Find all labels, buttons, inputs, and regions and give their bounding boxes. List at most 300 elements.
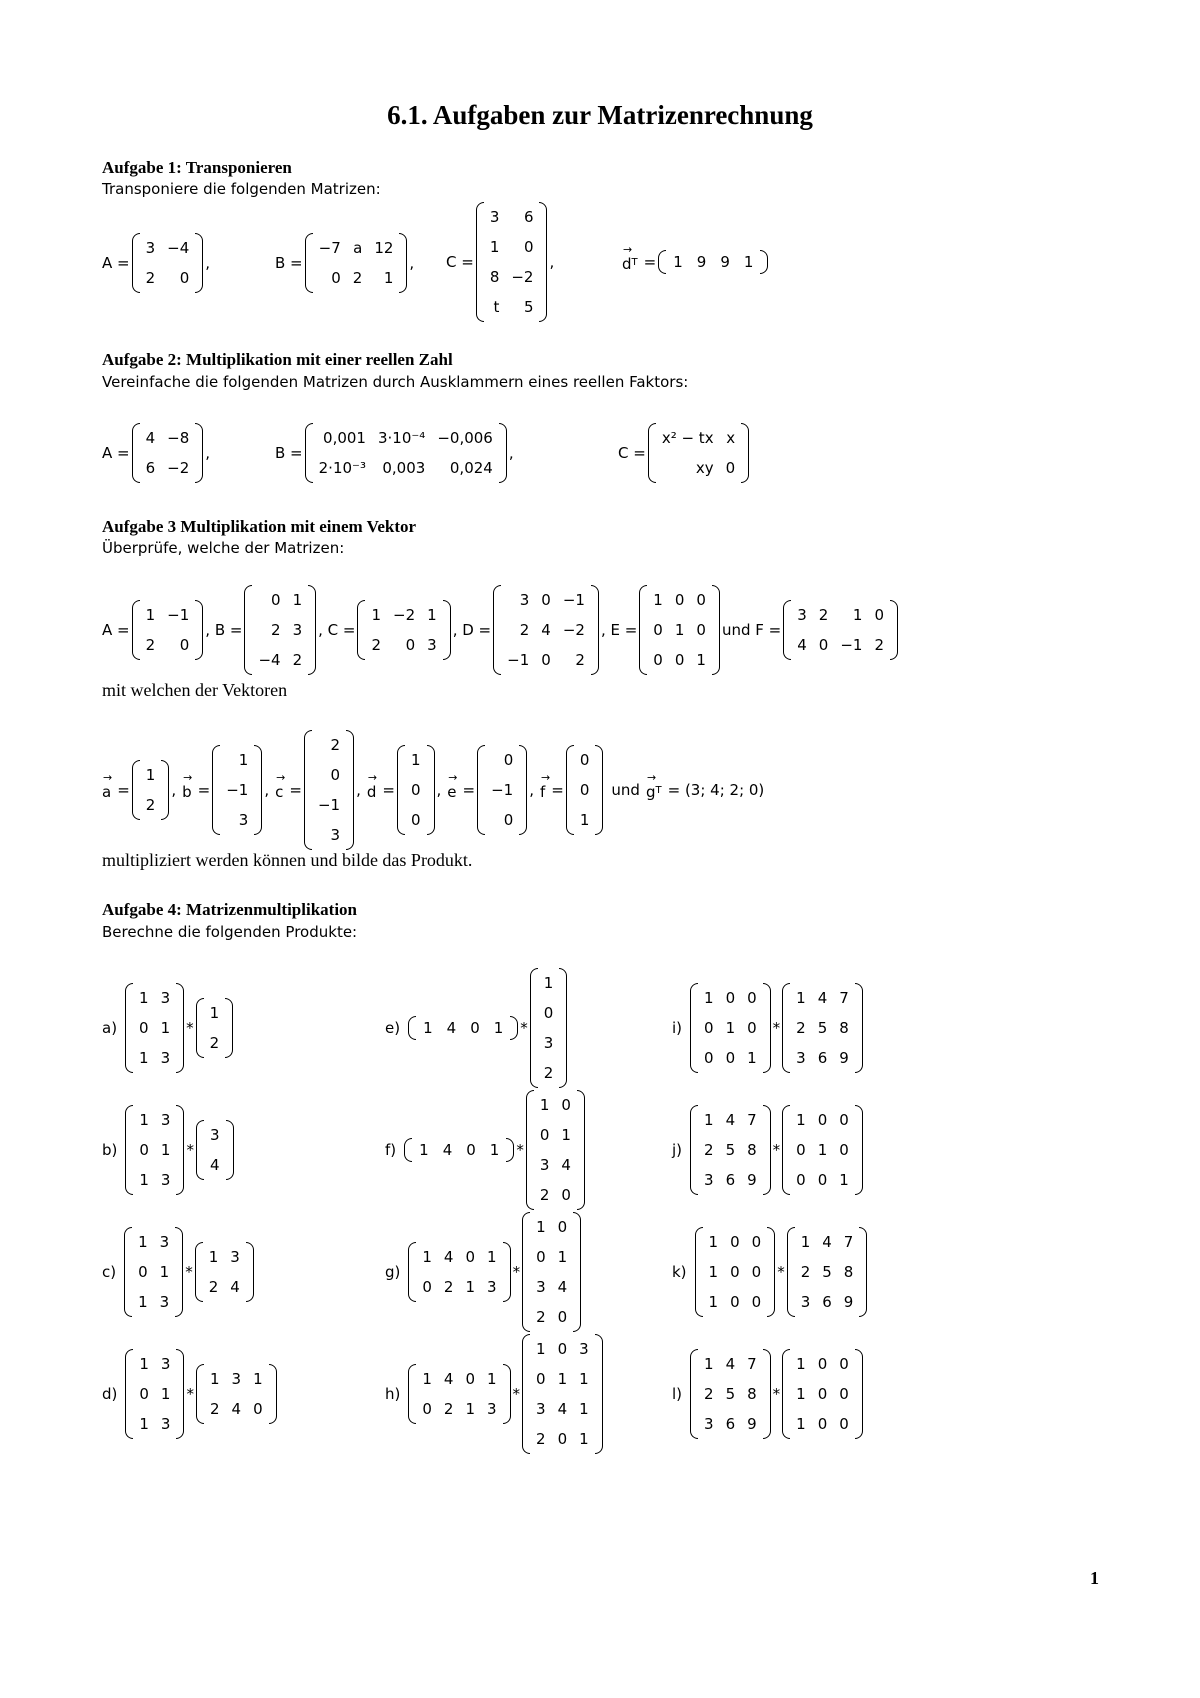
matrix-cell: 1 <box>536 1218 546 1236</box>
matrix-cell: 2 <box>352 269 363 287</box>
matrix-label: A = <box>102 621 130 639</box>
matrix-cell: 2 <box>271 621 281 639</box>
matrix-cell: 1 <box>489 238 500 256</box>
matrix-cell: 3 <box>539 1156 550 1174</box>
matrix-cell: −2 <box>511 268 534 286</box>
matrix-cell: 0 <box>465 1248 476 1266</box>
matrix-cell: 3 <box>489 208 500 226</box>
right-paren <box>741 423 749 483</box>
matrix-label: C = <box>618 444 646 462</box>
matrix-cell: 1 <box>708 1293 719 1311</box>
matrix-cell: 4 <box>443 1370 454 1388</box>
matrix-cell: 0 <box>503 811 514 829</box>
matrix-cell: 6 <box>822 1293 832 1311</box>
matrix-cell: 1 <box>487 1248 497 1266</box>
matrix-cell: 3 <box>797 606 807 624</box>
matrix-cell: 0 <box>704 1019 714 1037</box>
matrix-cell: a <box>353 239 363 257</box>
right-matrix <box>196 1364 277 1424</box>
matrix-cell: 0,003 <box>382 459 426 477</box>
matrix-cell: 1 <box>539 1096 550 1114</box>
matrix-cell: −8 <box>167 429 190 447</box>
product-item <box>385 974 569 1082</box>
matrix-cell: 4 <box>557 1278 568 1296</box>
matrix-cell: 3 <box>292 621 303 639</box>
right-paren <box>226 1120 234 1180</box>
vector-c-name: → c <box>275 779 283 801</box>
product-label: f) <box>385 1141 397 1159</box>
matrix-cell: −1 <box>562 591 585 609</box>
matrix-cell: −1 <box>840 636 863 654</box>
matrix-cell: −7 <box>318 239 341 257</box>
right-matrix <box>522 1212 581 1332</box>
left-paren <box>196 1364 204 1424</box>
matrix-B <box>244 585 316 675</box>
right-paren <box>573 1212 581 1332</box>
left-paren <box>408 1016 416 1040</box>
matrix-cell: 4 <box>443 1248 454 1266</box>
matrix-cell: 3 <box>160 1171 171 1189</box>
right-paren <box>890 600 898 660</box>
left-matrix <box>125 1349 184 1439</box>
matrix-cell: 5 <box>523 298 534 316</box>
matrix-label: A = <box>102 254 130 272</box>
left-paren <box>132 423 140 483</box>
matrix-C <box>476 202 548 322</box>
matrix-cell: 0 <box>751 1293 762 1311</box>
right-paren <box>346 730 354 850</box>
right-paren <box>559 968 567 1088</box>
left-paren <box>244 585 252 675</box>
matrix-cell: −4 <box>167 239 190 257</box>
task2-matrix-C <box>618 423 751 483</box>
matrix-C <box>648 423 749 483</box>
matrix-cell: 9 <box>696 253 707 271</box>
matrix-cell: 0 <box>725 1049 736 1067</box>
left-matrix <box>695 1227 776 1317</box>
matrix-cell: 1 <box>253 1370 263 1388</box>
matrix-label: , C = <box>318 621 356 639</box>
matrix-cell: 0 <box>539 1126 550 1144</box>
right-paren <box>427 745 435 835</box>
left-paren <box>787 1227 795 1317</box>
right-paren <box>399 233 407 293</box>
right-paren <box>510 1016 518 1040</box>
matrix-cell: 5 <box>725 1141 736 1159</box>
left-paren <box>522 1334 530 1454</box>
matrix-cell: 2 <box>443 1278 454 1296</box>
matrix-cell: 1 <box>653 591 663 609</box>
matrix-cell: 1 <box>852 606 863 624</box>
product-label: a) <box>102 1019 118 1037</box>
left-paren <box>477 745 485 835</box>
matrix-cell: 1 <box>800 1233 811 1251</box>
left-matrix <box>408 1016 518 1040</box>
matrix-cell: 0 <box>557 1430 568 1448</box>
matrix-cell: 1 <box>817 1141 828 1159</box>
matrix-cell: −1 <box>317 796 341 814</box>
matrix-C <box>357 600 450 660</box>
matrix-cell: 0 <box>817 1355 828 1373</box>
task2-matrix-A: A = 4 −8 6 −2 , <box>102 423 210 483</box>
matrix-cell: 0 <box>818 636 829 654</box>
matrix-cell: 9 <box>843 1293 854 1311</box>
matrix-cell: 4 <box>725 1355 736 1373</box>
matrix-B <box>305 233 408 293</box>
vector-g-name: → g <box>646 779 656 801</box>
task3-end-text: multipliziert werden können und bilde das Produkt. <box>102 850 473 870</box>
left-paren <box>530 968 538 1088</box>
matrix-cell: 6 <box>725 1415 736 1433</box>
left-matrix <box>404 1138 514 1162</box>
right-paren <box>308 585 316 675</box>
matrix-cell: 3 <box>231 1370 242 1388</box>
right-paren <box>176 983 184 1073</box>
left-matrix <box>408 1242 510 1302</box>
left-paren <box>196 1120 204 1180</box>
matrix-cell: 1 <box>139 1049 149 1067</box>
right-matrix <box>526 1090 585 1210</box>
matrix-cell: 0 <box>561 1186 571 1204</box>
matrix-cell: 2 <box>443 1400 454 1418</box>
matrix-cell: 3 <box>536 1278 546 1296</box>
matrix-cell: 0 <box>817 1111 828 1129</box>
vector-f <box>566 745 604 835</box>
task2-text: Vereinfache die folgenden Matrizen durch Ausklammern eines reellen Faktors: <box>102 373 689 391</box>
right-paren <box>195 233 203 293</box>
matrix-cell: 0 <box>179 269 190 287</box>
matrix-cell: −2 <box>167 459 190 477</box>
matrix-cell: 1 <box>796 989 806 1007</box>
right-paren <box>855 1349 863 1439</box>
left-paren <box>690 1105 698 1195</box>
matrix-cell: 1 <box>209 1004 220 1022</box>
matrix-cell: 2 <box>519 621 530 639</box>
matrix-cell: 4 <box>231 1400 242 1418</box>
left-matrix <box>408 1364 510 1424</box>
matrix-cell: 0 <box>796 1141 806 1159</box>
left-paren <box>305 233 313 293</box>
task3-vectors-row: → a = 1 2 , → b = 1 −1 3 , → c = 2 0 −1 3 , → d = 1 0 0 , → e = 0 −1 0 , → f = 0 0 1 und → g T = (3; 4; 2; 0) <box>102 730 764 850</box>
matrix-cell: 2 <box>536 1308 546 1326</box>
task3-text: Überprüfe, welche der Matrizen: <box>102 539 345 557</box>
matrix-cell: 2 <box>292 651 303 669</box>
matrix-cell: 0,024 <box>449 459 493 477</box>
left-paren <box>132 233 140 293</box>
matrix-cell: 5 <box>725 1385 736 1403</box>
matrix-cell: 0 <box>139 1385 149 1403</box>
right-paren <box>254 745 262 835</box>
matrix-cell: 0 <box>796 1171 806 1189</box>
right-paren <box>269 1364 277 1424</box>
product-item <box>385 1340 605 1448</box>
matrix-cell: 1 <box>557 1248 568 1266</box>
vector-g-value: = (3; 4; 2; 0) <box>667 781 765 799</box>
matrix-cell: 4 <box>822 1233 832 1251</box>
matrix-label: B = <box>275 444 303 462</box>
left-paren <box>690 1349 698 1439</box>
matrix-cell: 1 <box>704 1111 714 1129</box>
matrix-cell: −2 <box>562 621 585 639</box>
product-item <box>672 1222 869 1322</box>
matrix-cell: 3 <box>536 1400 546 1418</box>
matrix-cell: 0 <box>751 1233 762 1251</box>
matrix-cell: 0 <box>422 1278 432 1296</box>
matrix-cell: 2 <box>704 1385 714 1403</box>
matrix-cell: 0 <box>730 1263 740 1281</box>
left-paren <box>408 1242 416 1302</box>
left-paren <box>522 1212 530 1332</box>
matrix-cell: 2 <box>796 1019 806 1037</box>
matrix-cell: 1 <box>673 253 683 271</box>
matrix-cell: 0 <box>817 1385 828 1403</box>
matrix-cell: 0 <box>696 621 706 639</box>
matrix-cell: 2 <box>209 1034 220 1052</box>
product-item <box>102 1344 279 1444</box>
matrix-cell: 1 <box>696 651 706 669</box>
left-paren <box>404 1138 412 1162</box>
matrix-cell: 9 <box>747 1415 757 1433</box>
right-matrix <box>530 968 568 1088</box>
matrix-cell: 6 <box>523 208 534 226</box>
right-paren <box>503 1242 511 1302</box>
matrix-cell: 0 <box>751 1263 762 1281</box>
matrix-cell: 2 <box>208 1278 219 1296</box>
matrix-cell: 3 <box>230 1248 240 1266</box>
matrix-cell: 0 <box>839 1385 849 1403</box>
matrix-cell: 3 <box>487 1400 497 1418</box>
matrix-cell: 5 <box>822 1263 832 1281</box>
right-paren <box>175 1227 183 1317</box>
matrix-cell: 0 <box>405 636 416 654</box>
matrix-cell: 1 <box>796 1415 806 1433</box>
matrix-cell: 4 <box>230 1278 240 1296</box>
matrix-cell: 3 <box>427 636 437 654</box>
matrix-cell: 3·10⁻⁴ <box>377 429 426 447</box>
matrix-cell: 0 <box>422 1400 432 1418</box>
matrix-cell: 2 <box>800 1263 811 1281</box>
matrix-cell: 1 <box>145 606 156 624</box>
matrix-cell: 2·10⁻³ <box>318 459 366 477</box>
left-paren <box>125 1105 133 1195</box>
matrix-cell: 3 <box>160 1355 171 1373</box>
left-paren <box>639 585 647 675</box>
matrix-cell: 0 <box>410 781 421 799</box>
matrix-cell: 1 <box>465 1400 475 1418</box>
vector-a <box>132 760 170 820</box>
matrix-cell: 2 <box>330 736 341 754</box>
matrix-cell: 0 <box>839 1111 849 1129</box>
matrix-cell: 1 <box>159 1263 170 1281</box>
right-paren <box>855 983 863 1073</box>
right-paren <box>595 1334 603 1454</box>
matrix-cell: 0 <box>704 1049 714 1067</box>
matrix-cell: 3 <box>145 239 156 257</box>
left-matrix <box>690 1349 771 1439</box>
matrix-cell: 1 <box>465 1278 476 1296</box>
product-label: d) <box>102 1385 118 1403</box>
right-paren <box>506 1138 514 1162</box>
matrix-cell: 7 <box>839 989 849 1007</box>
matrix-cell: 8 <box>843 1263 854 1281</box>
matrix-cell: 0 <box>543 1004 554 1022</box>
right-paren <box>176 1105 184 1195</box>
matrix-cell: 3 <box>160 1111 171 1129</box>
vector-d <box>397 745 435 835</box>
matrix-cell: 0 <box>536 1370 546 1388</box>
matrix-cell: 8 <box>747 1385 757 1403</box>
left-paren <box>782 1105 790 1195</box>
right-paren <box>246 1242 254 1302</box>
matrix-cell: 3 <box>543 1034 554 1052</box>
product-label: b) <box>102 1141 118 1159</box>
matrix-cell: 8 <box>839 1019 849 1037</box>
matrix-cell: 1 <box>725 1019 736 1037</box>
right-paren <box>767 1227 775 1317</box>
vector-a-name: → a <box>102 779 111 801</box>
matrix-cell: 2 <box>536 1430 546 1448</box>
matrix-label: und F = <box>721 621 782 639</box>
product-item <box>672 1100 865 1200</box>
matrix-cell: 3 <box>579 1340 589 1358</box>
matrix-cell: −1 <box>491 781 514 799</box>
matrix-cell: 9 <box>839 1049 849 1067</box>
right-paren <box>176 1349 184 1439</box>
matrix-cell: 7 <box>747 1111 757 1129</box>
right-paren <box>225 998 233 1058</box>
matrix-cell: 1 <box>557 1370 568 1388</box>
matrix-cell: 0 <box>536 1248 546 1266</box>
matrix-cell: 1 <box>422 1248 432 1266</box>
product-item <box>102 978 235 1078</box>
matrix-cell: 1 <box>561 1126 571 1144</box>
right-matrix <box>196 998 234 1058</box>
matrix-cell: 2 <box>371 636 382 654</box>
matrix-cell: 9 <box>720 253 730 271</box>
right-paren <box>712 585 720 675</box>
matrix-cell: 1 <box>487 1370 497 1388</box>
task4-text: Berechne die folgenden Produkte: <box>102 923 358 941</box>
vector-e-name: → e <box>447 779 456 801</box>
right-matrix <box>196 1120 234 1180</box>
left-matrix <box>125 1105 184 1195</box>
vector-d-name: → d <box>367 779 377 801</box>
matrix-cell: 3 <box>704 1171 714 1189</box>
matrix-cell: 2 <box>145 269 156 287</box>
matrix-cell: 1 <box>139 1415 149 1433</box>
matrix-cell: 0 <box>557 1340 568 1358</box>
matrix-cell: 0 <box>696 591 706 609</box>
matrix-cell: 1 <box>543 974 554 992</box>
matrix-label: , B = <box>205 621 243 639</box>
matrix-cell: 4 <box>817 989 828 1007</box>
multiply-operator: * <box>777 1263 785 1281</box>
matrix-cell: 4 <box>446 1019 457 1037</box>
matrix-cell: 0 <box>466 1141 476 1159</box>
left-paren <box>695 1227 703 1317</box>
matrix-cell: 2 <box>704 1141 714 1159</box>
multiply-operator: * <box>186 1019 194 1037</box>
matrix-cell: 1 <box>423 1019 433 1037</box>
matrix-cell: 1 <box>674 621 685 639</box>
task3-mid-text: mit welchen der Vektoren <box>102 680 288 700</box>
matrix-cell: 1 <box>708 1233 719 1251</box>
matrix-cell: 3 <box>160 1049 171 1067</box>
matrix-cell: 0 <box>139 1141 149 1159</box>
product-item <box>672 1344 865 1444</box>
matrix-cell: 1 <box>410 751 421 769</box>
matrix-cell: 0 <box>579 781 590 799</box>
task2-matrix-B: B = 0,001 3·10⁻⁴ −0,006 2·10⁻³ 0,003 0,024 , <box>275 423 514 483</box>
vector-c <box>304 730 354 850</box>
left-matrix <box>124 1227 183 1317</box>
left-paren <box>408 1364 416 1424</box>
matrix-cell: 1 <box>145 766 156 784</box>
multiply-operator: * <box>772 1141 781 1159</box>
matrix-cell: 6 <box>145 459 156 477</box>
matrix-cell: 1 <box>209 1370 220 1388</box>
task1-heading: Aufgabe 1: Transponieren <box>102 158 292 177</box>
matrix-cell: 1 <box>743 253 754 271</box>
matrix-cell: 4 <box>145 429 156 447</box>
matrix-cell: 0 <box>331 269 341 287</box>
left-paren <box>648 423 656 483</box>
matrix-cell: −1 <box>507 651 530 669</box>
matrix-cell: 0 <box>503 751 514 769</box>
task1-text: Transponiere die folgenden Matrizen: <box>102 180 381 198</box>
matrix-cell: 0 <box>330 766 341 784</box>
matrix-label: , D = <box>452 621 492 639</box>
left-paren <box>195 1242 203 1302</box>
matrix-cell: 0 <box>579 751 590 769</box>
matrix-cell: 2 <box>874 636 884 654</box>
matrix-cell: 4 <box>557 1400 568 1418</box>
left-paren <box>196 998 204 1058</box>
product-label: j) <box>672 1141 683 1159</box>
multiply-operator: * <box>520 1019 528 1037</box>
matrix-cell: 3 <box>704 1415 714 1433</box>
matrix-cell: x <box>726 429 736 447</box>
matrix-cell: 1 <box>138 1293 148 1311</box>
matrix-cell: 0 <box>557 1308 568 1326</box>
matrix-cell: 4 <box>209 1156 220 1174</box>
matrix-cell: 1 <box>160 1141 171 1159</box>
right-paren <box>195 423 203 483</box>
matrix-cell: 0 <box>541 591 551 609</box>
matrix-cell: −1 <box>226 781 249 799</box>
right-paren <box>763 983 771 1073</box>
vector-b-name: → b <box>182 779 192 801</box>
matrix-A <box>132 423 204 483</box>
product-label: l) <box>672 1385 683 1403</box>
matrix-cell: 0 <box>253 1400 263 1418</box>
matrix-cell: 7 <box>843 1233 854 1251</box>
right-paren <box>499 423 507 483</box>
right-paren <box>443 600 451 660</box>
product-label: h) <box>385 1385 401 1403</box>
left-paren <box>782 983 790 1073</box>
matrix-cell: 2 <box>209 1400 220 1418</box>
matrix-cell: 1 <box>139 1171 149 1189</box>
product-label: i) <box>672 1019 683 1037</box>
transpose-sup: T <box>655 784 662 796</box>
matrix-cell: 0 <box>874 606 884 624</box>
matrix-cell: 3 <box>487 1278 497 1296</box>
matrix-cell: 0 <box>138 1263 148 1281</box>
matrix-cell: 0 <box>747 1019 757 1037</box>
matrix-cell: 0 <box>179 636 190 654</box>
matrix-cell: 9 <box>747 1171 757 1189</box>
